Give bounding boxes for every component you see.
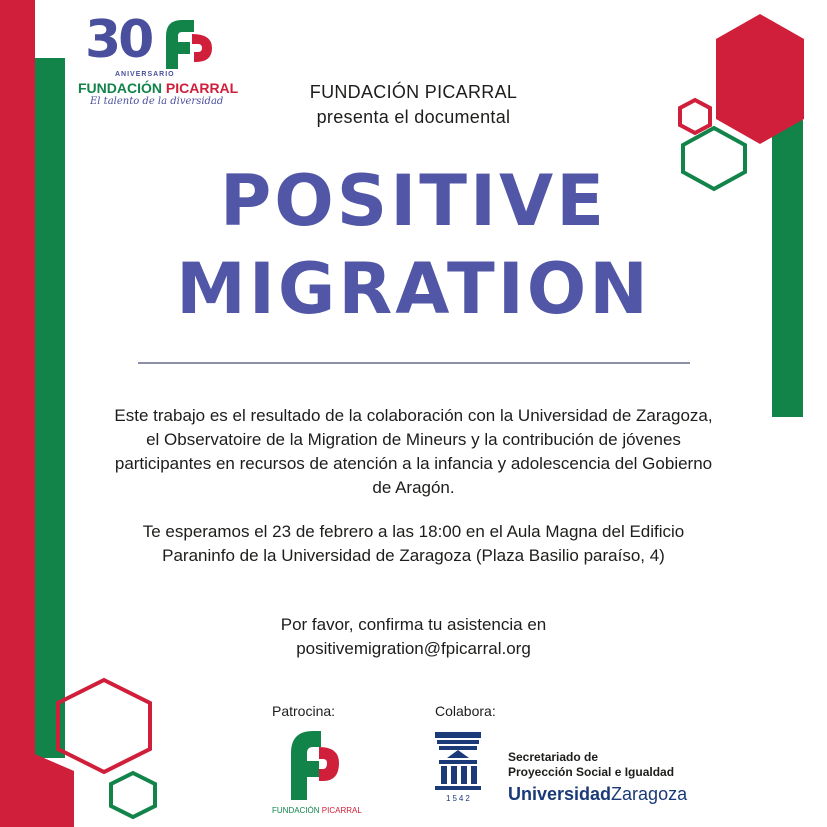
- header-line-1: FUNDACIÓN PICARRAL: [309, 82, 518, 102]
- university-building-icon: [433, 730, 483, 794]
- title-line-2: MIGRATION: [176, 248, 651, 330]
- header: [200, 80, 627, 130]
- logo-30: 30: [85, 10, 152, 70]
- logo-anniversary: ANIVERSARIO: [115, 71, 175, 78]
- university-year: 1542: [446, 794, 472, 803]
- rsvp-email: positivemigration@fpicarral.org: [296, 639, 531, 658]
- logo-name: FUNDACIÓN PICARRAL: [78, 80, 239, 96]
- logo-tagline: El talento de la diversidad: [90, 96, 224, 107]
- fp-sponsor-logo-icon: [285, 725, 341, 803]
- rsvp-text: Por favor, confirma tu asistencia en: [280, 615, 547, 634]
- hexagon-red-bottom: [0, 752, 74, 827]
- hexagon-red-outline-bottom: [58, 680, 150, 772]
- patrocina-label: Patrocina:: [272, 703, 336, 719]
- hexagon-red-small: [680, 100, 710, 133]
- divider: [138, 362, 690, 364]
- rsvp: [110, 613, 717, 661]
- paragraph-description: Este trabajo es el resultado de la colaboración con la Universidad de Zaragoza, el Observatoire de la Migration de Mineurs y la contribución de jóvenes participantes en recursos de atención a la infancia y adolescencia del Gobierno de Aragón.: [114, 406, 713, 497]
- hexagon-red-large: [716, 14, 804, 144]
- fp-sponsor-name: FUNDACIÓN PICARRAL: [272, 806, 362, 815]
- paragraph-event: Te esperamos el 23 de febrero a las 18:00 en el Aula Magna del Edificio Paraninfo de la Universidad de Zaragoza (Plaza Basilio paraíso, 4): [142, 522, 685, 565]
- secretariado-line-2: Proyección Social e Igualdad: [508, 765, 675, 779]
- header-line-2: presenta el documental: [316, 107, 511, 127]
- title-line-1: POSITIVE: [219, 160, 608, 242]
- fp-logo-icon: [160, 14, 216, 72]
- secretariado-text: [508, 750, 674, 780]
- hexagon-green-small-bottom: [111, 773, 155, 817]
- secretariado-line-1: Secretariado de: [508, 750, 599, 764]
- university-name: UniversidadZaragoza: [508, 784, 688, 804]
- colabora-label: Colabora:: [435, 703, 496, 719]
